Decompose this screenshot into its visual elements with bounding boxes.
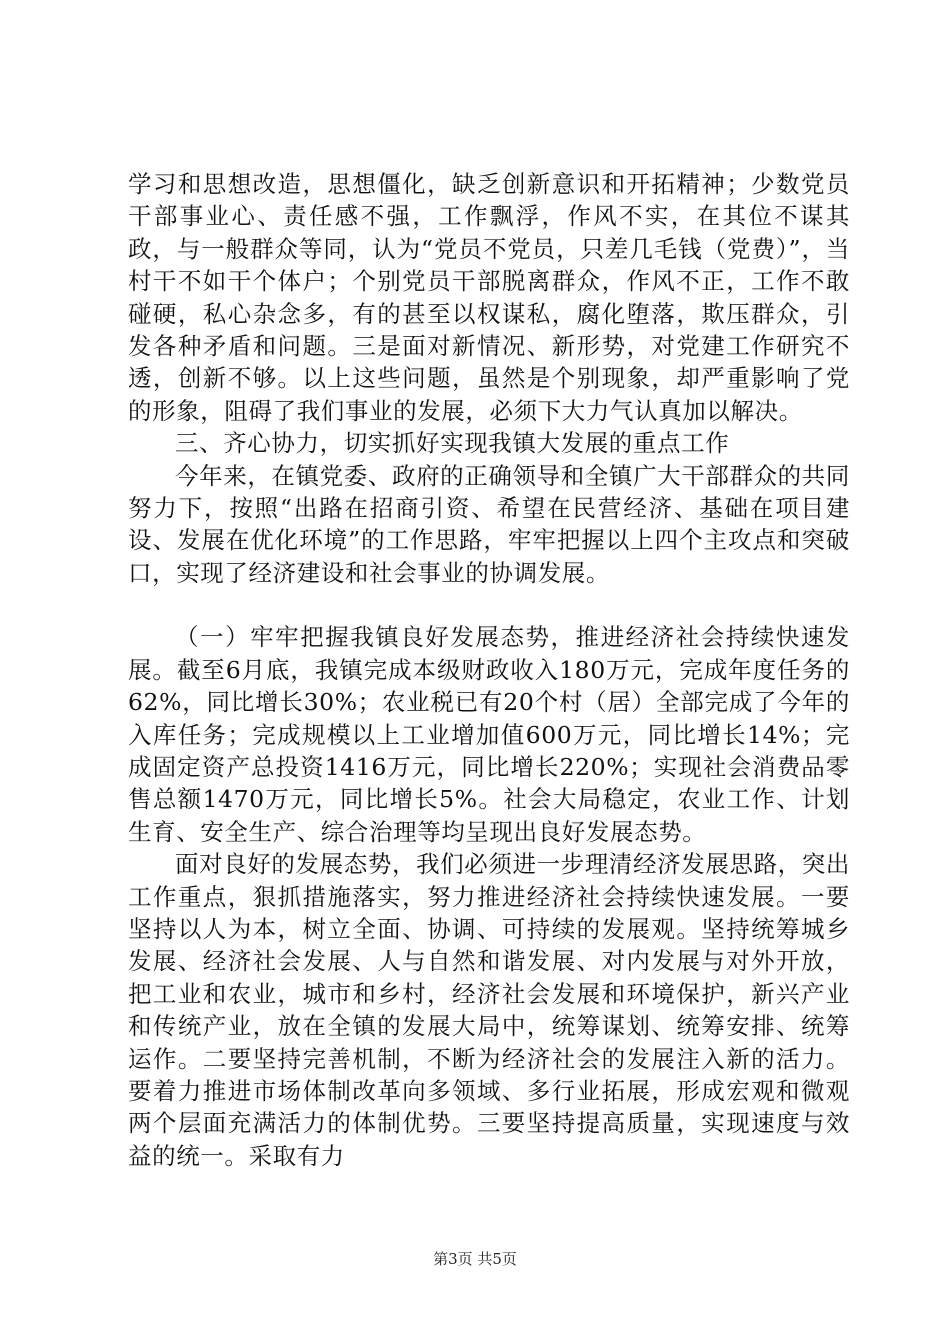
paragraph-this-year: 今年来，在镇党委、政府的正确领导和全镇广大干部群众的共同努力下，按照“出路在招商引资、希望在民营经济、基础在项目建设、发展在优化环境”的工作思路，牢牢把握以上四个主攻点和突破口，实现了经济建设和社会事业的协调发展。 [128, 461, 850, 587]
paragraph-subsection-one: （一）牢牢把握我镇良好发展态势，推进经济社会持续快速发展。截至6月底，我镇完成本级财政收入180万元，完成年度任务的62%，同比增长30%；农业税已有20个村（居）全部完成了今年的入库任务；完成规模以上工业增加值600万元，同比增长14%；完成固定资产总投资1416万元，同比增长220%；实现社会消费品零售总额1470万元，同比增长5%。社会大局稳定，农业工作、计划生育、安全生产、综合治理等均呈现出良好发展态势。 [128, 623, 850, 846]
paragraph-development-outlook: 面对良好的发展态势，我们必须进一步理清经济发展思路，突出工作重点，狠抓措施落实，努力推进经济社会持续快速发展。一要坚持以人为本，树立全面、协调、可持续的发展观。坚持统筹城乡发展、经济社会发展、人与自然和谐发展、对内发展与对外开放，把工业和农业，城市和乡村，经济社会发展和环境保护，新兴产业和传统产业，放在全镇的发展大局中，统筹谋划、统筹安排、统筹运作。二要坚持完善机制，不断为经济社会的发展注入新的活力。要着力推进市场体制改革向多领域、多行业拓展，形成宏观和微观两个层面充满活力的体制优势。三要坚持提高质量，实现速度与效益的统一。采取有力 [128, 850, 850, 1170]
paragraph-party-issues: 学习和思想改造，思想僵化，缺乏创新意识和开拓精神；少数党员干部事业心、责任感不强，工作飘浮，作风不实，在其位不谋其政，与一般群众等同，认为“党员不党员，只差几毛钱（党费）”，当村干不如干个体户；个别党员干部脱离群众，作风不正，工作不敢碰硬，私心杂念多，有的甚至以权谋私，腐化堕落，欺压群众，引发各种矛盾和问题。三是面对新情况、新形势，对党建工作研究不透，创新不够。以上这些问题，虽然是个别现象，却严重影响了党的形象，阻碍了我们事业的发展，必须下大力气认真加以解决。 [128, 170, 850, 425]
paragraph-spacer [128, 589, 850, 621]
page-number-footer: 第3页 共5页 [433, 1250, 517, 1268]
section-heading-three: 三、齐心协力，切实抓好实现我镇大发展的重点工作 [175, 429, 730, 458]
document-body [128, 168, 850, 1172]
